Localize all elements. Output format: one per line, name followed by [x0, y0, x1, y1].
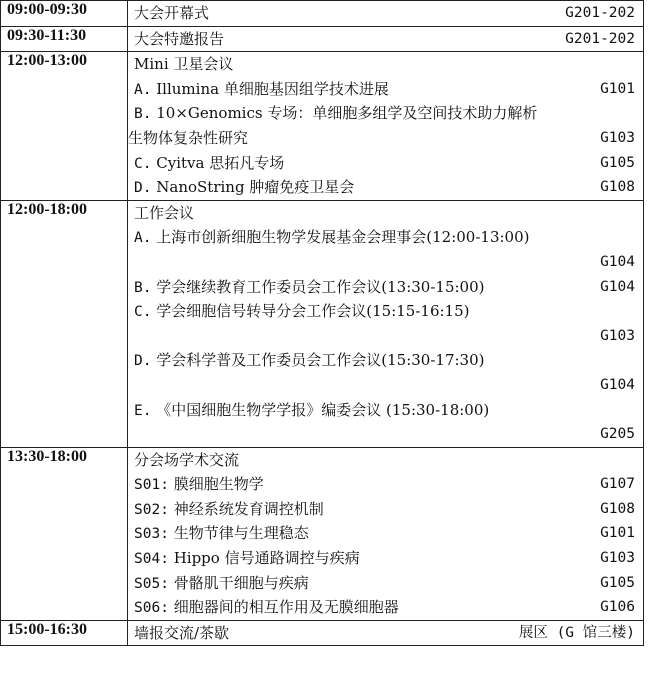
room-line: [128, 422, 643, 447]
item-text: 学会科学普及工作委员会工作会议(15:30-17:30): [156, 351, 485, 370]
item-text: 神经系统发育调控机制: [173, 499, 324, 518]
item-text-continuation: 生物体复杂性研究: [128, 128, 249, 147]
list-item: A. 上海市创新细胞生物学发展基金会理事会(12:00-13:00): [134, 228, 530, 247]
item-text: 学会细胞信号转导分会工作会议(15:15-16:15): [156, 302, 470, 321]
item-text: 生物节律与生理稳态: [173, 524, 309, 543]
list-item-continuation: [128, 126, 643, 151]
table-row: [1, 620, 644, 646]
list-item: A. Illumina 单细胞基因组学技术进展 G101: [128, 77, 643, 102]
room-label: G105: [600, 574, 635, 591]
table-row: [1, 447, 644, 620]
time-cell: 09:30-11:30: [1, 26, 128, 52]
list-item: S02: 神经系统发育调控机制 G108: [128, 497, 643, 522]
item-text: Hippo 信号通路调控与疾病: [173, 549, 360, 568]
list-item: C. 学会细胞信号转导分会工作会议(15:15-16:15): [134, 302, 470, 321]
room-label: G103: [600, 129, 635, 146]
room-line: [128, 324, 643, 349]
list-item: B. 学会继续教育工作委员会工作会议(13:30-15:00) G104: [128, 275, 643, 300]
list-item: B. 10×Genomics 专场：单细胞多组学及空间技术助力解析: [134, 104, 538, 123]
session-title: 大会开幕式: [134, 4, 210, 22]
room-label: G105: [600, 154, 635, 171]
room-line: [128, 373, 643, 398]
detail-cell: [128, 620, 644, 646]
list-item: S05: 骨骼肌干细胞与疾病 G105: [128, 571, 643, 596]
table-row: [1, 26, 644, 52]
section-heading: Mini 卫星会议: [134, 55, 234, 74]
item-text: 10×Genomics 专场：单细胞多组学及空间技术助力解析: [156, 104, 538, 123]
room-label: G201-202: [565, 5, 635, 21]
room-label: G104: [600, 376, 635, 393]
room-label: G201-202: [565, 30, 635, 47]
time-cell: 12:00-18:00: [1, 200, 128, 447]
room-label: G107: [600, 476, 635, 493]
time-cell: 09:00-09:30: [1, 1, 128, 27]
room-label: G104: [600, 278, 635, 295]
room-label: G205: [600, 426, 635, 443]
list-item: D. NanoString 肿瘤免疫卫星会 G108: [128, 175, 643, 200]
table-row: [1, 200, 644, 447]
section-heading: 分会场学术交流: [134, 450, 240, 469]
room-label: 展区 (G 馆三楼): [518, 624, 635, 641]
list-item: E. 《中国细胞生物学学报》编委会议 (15:30-18:00): [134, 400, 490, 419]
list-item: S01: 膜细胞生物学 G107: [128, 472, 643, 497]
room-line: [128, 250, 643, 275]
room-label: G101: [600, 525, 635, 542]
item-text: Illumina 单细胞基因组学技术进展: [156, 79, 389, 98]
list-item: C. Cyitva 思拓凡专场 G105: [128, 151, 643, 176]
table-row: [1, 1, 644, 27]
item-text: NanoString 肿瘤免疫卫星会: [156, 178, 355, 197]
item-text: Cyitva 思拓凡专场: [156, 153, 285, 172]
list-item: S03: 生物节律与生理稳态 G101: [128, 521, 643, 546]
room-label: G103: [600, 550, 635, 567]
item-text: 学会继续教育工作委员会工作会议(13:30-15:00): [156, 277, 485, 296]
detail-cell: [128, 447, 644, 620]
session-title: 大会特邀报告: [134, 29, 225, 48]
list-item: S06: 细胞器间的相互作用及无膜细胞器 G106: [128, 595, 643, 620]
room-label: G103: [600, 327, 635, 344]
session-title: 墙报交流/茶歇: [134, 623, 230, 642]
room-label: G106: [600, 599, 635, 616]
time-cell: 12:00-13:00: [1, 52, 128, 201]
detail-cell: [128, 26, 644, 52]
item-text: 膜细胞生物学: [173, 475, 264, 494]
detail-cell: [128, 200, 644, 447]
room-label: G104: [600, 253, 635, 270]
list-item: S04: Hippo 信号通路调控与疾病 G103: [128, 546, 643, 571]
detail-cell: [128, 52, 644, 201]
item-text: 上海市创新细胞生物学发展基金会理事会(12:00-13:00): [156, 228, 530, 247]
item-text: 《中国细胞生物学学报》编委会议 (15:30-18:00): [156, 400, 490, 419]
time-cell: 15:00-16:30: [1, 620, 128, 646]
section-heading: 工作会议: [134, 203, 195, 222]
table-row: [1, 52, 644, 201]
room-label: G101: [600, 80, 635, 97]
room-label: G108: [600, 179, 635, 196]
detail-cell: [128, 1, 644, 27]
room-label: G108: [600, 500, 635, 517]
item-text: 细胞器间的相互作用及无膜细胞器: [173, 598, 399, 617]
item-text: 骨骼肌干细胞与疾病: [173, 573, 309, 592]
list-item: D. 学会科学普及工作委员会工作会议(15:30-17:30): [134, 351, 485, 370]
time-cell: 13:30-18:00: [1, 447, 128, 620]
